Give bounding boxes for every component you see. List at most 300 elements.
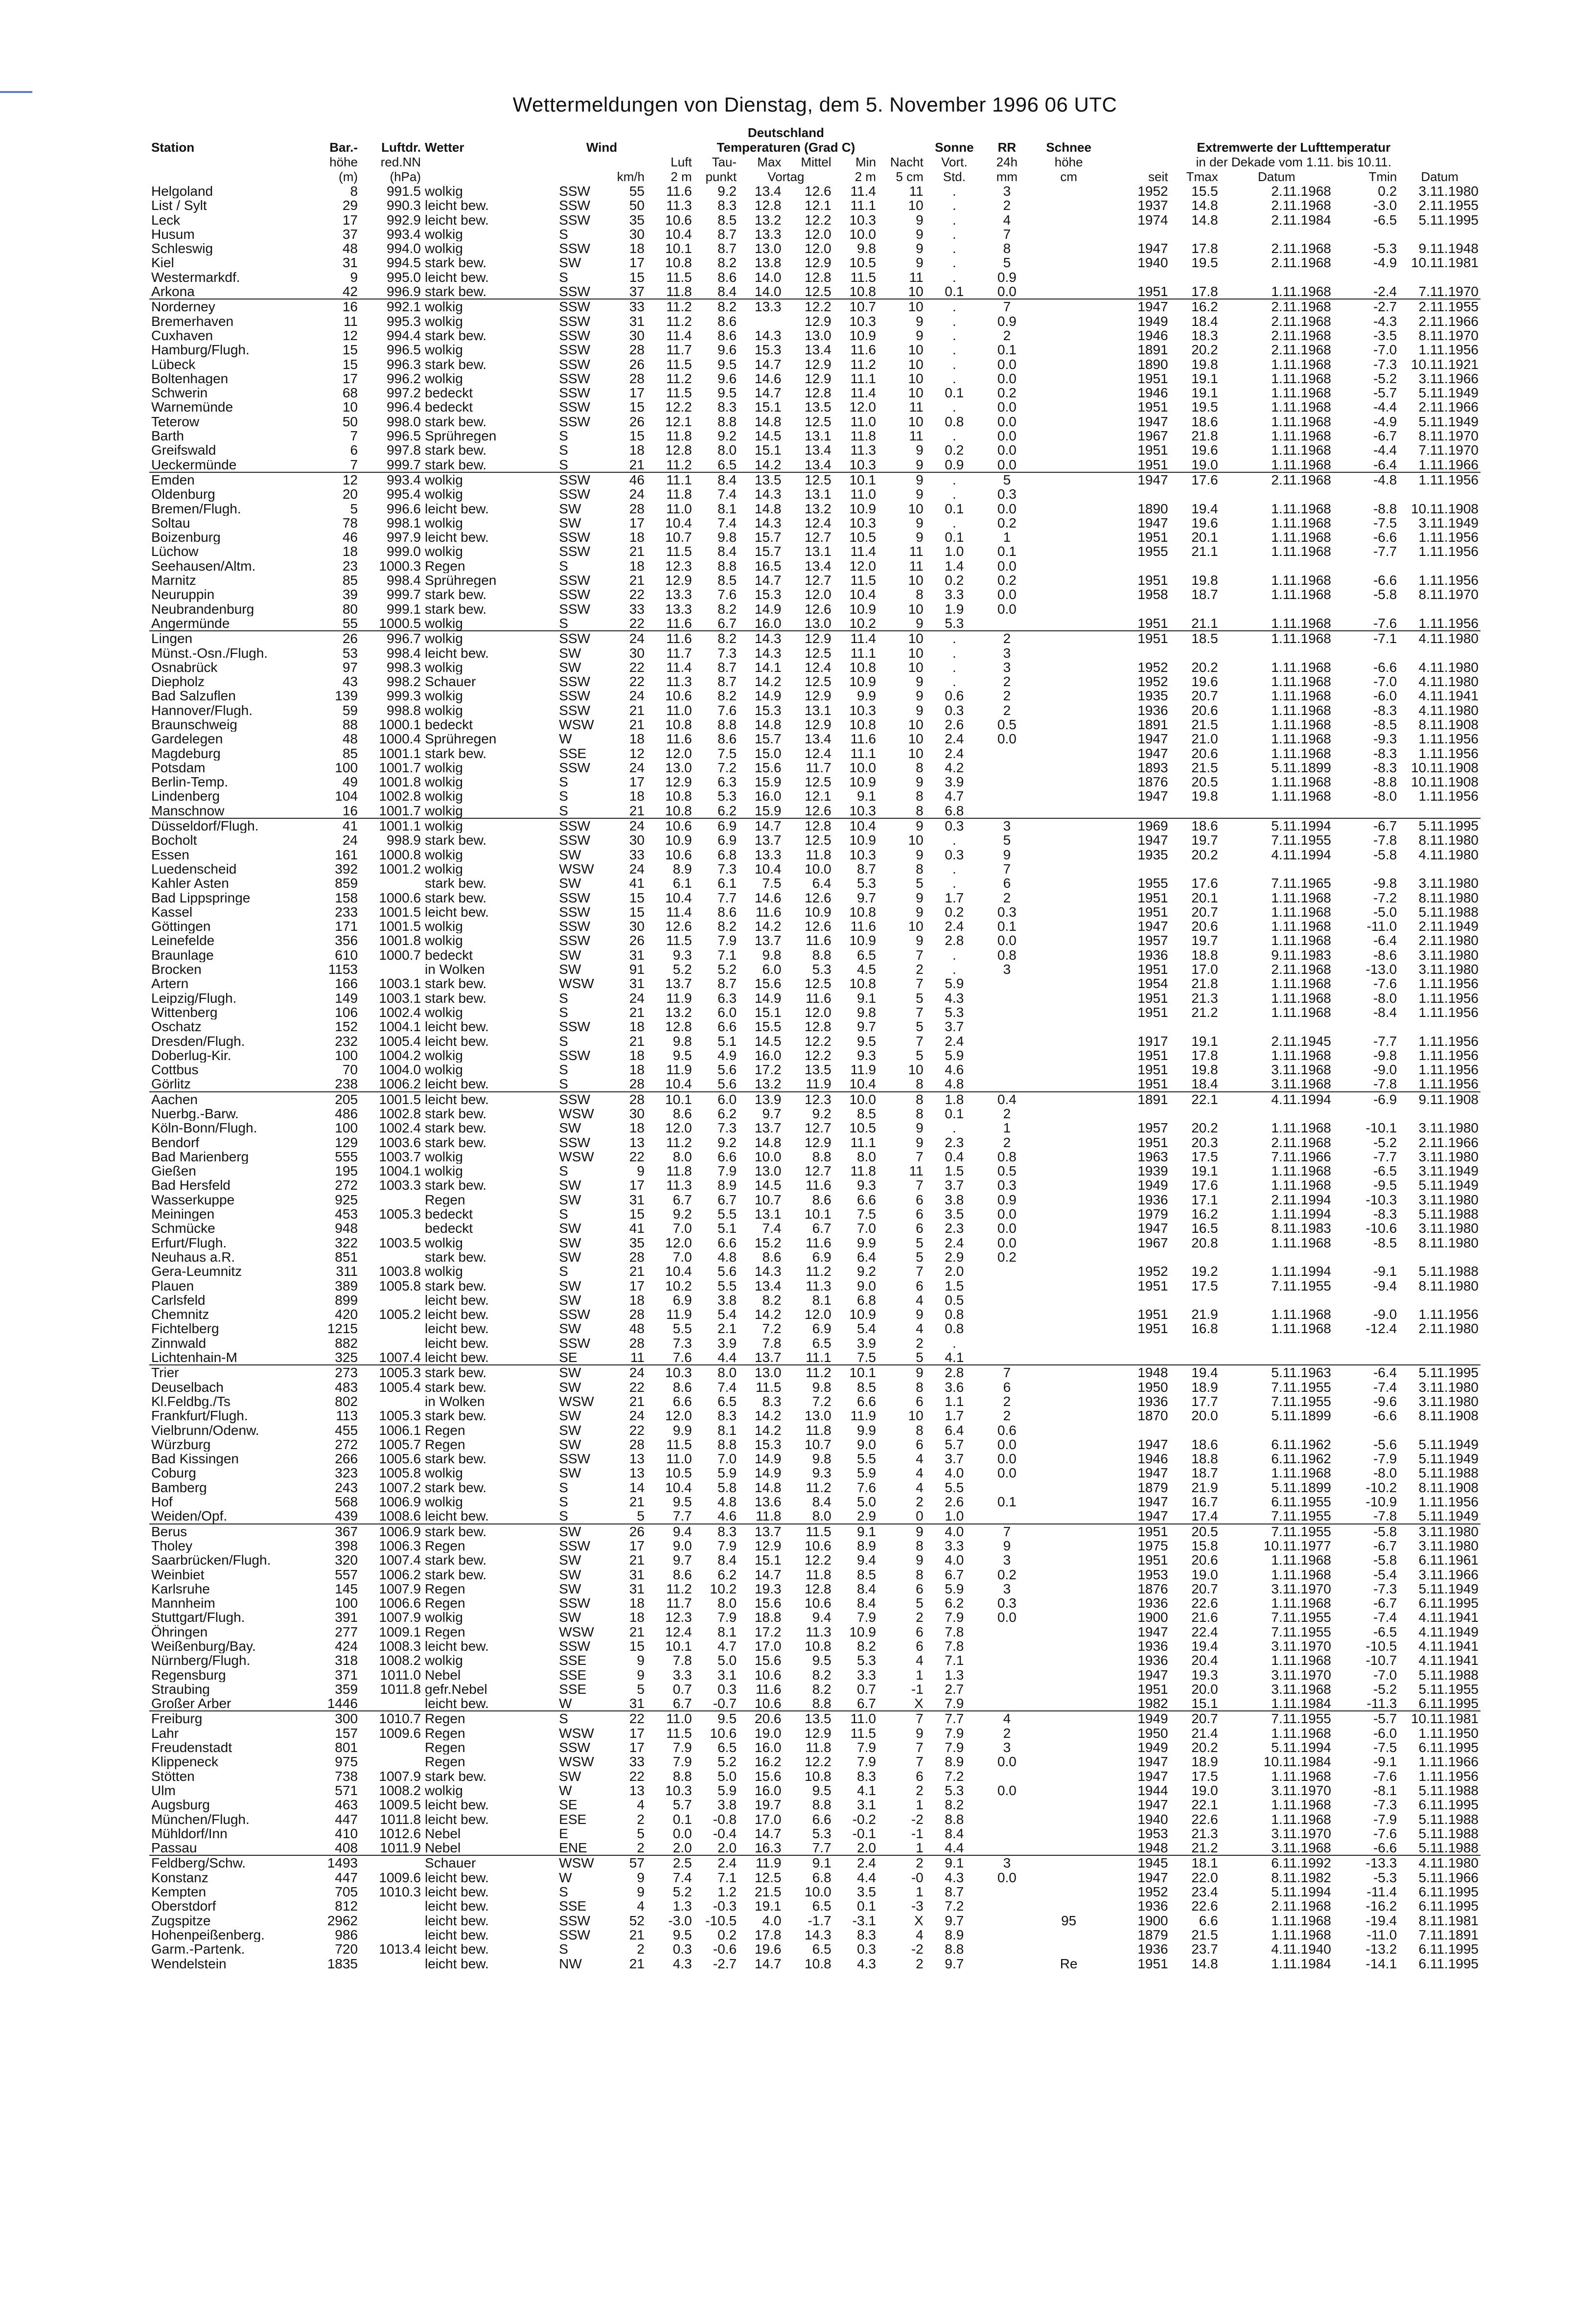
cell-temp-min: 7.5 — [856, 1350, 876, 1365]
cell-temp-luft: 7.8 — [672, 1653, 692, 1668]
cell-temp-nacht: 7 — [916, 1754, 924, 1769]
cell-seit: 1947 — [1137, 1437, 1168, 1452]
cell-tmin — [1333, 646, 1399, 660]
cell-tmax-datum: 4.11.1994 — [1271, 847, 1331, 862]
cell-temp-luft: 10.4 — [665, 890, 692, 905]
cell-sonne: 3.3 — [945, 1538, 964, 1553]
cell-taupunkt: -10.5 — [705, 1913, 737, 1928]
cell-rr: 0.0 — [997, 1466, 1017, 1480]
cell-tmax-datum: 1.11.1968 — [1271, 933, 1331, 948]
cell-schnee — [1031, 530, 1107, 544]
cell-temp-mittel: 10.8 — [805, 1639, 832, 1654]
cell-tmax-datum: 7.11.1955 — [1271, 1624, 1331, 1639]
cell-rr: 9 — [1003, 1538, 1011, 1553]
cell-seit — [1107, 1019, 1170, 1034]
cell-temp-luft: 6.6 — [672, 1394, 692, 1409]
cell-bar-hoehe: 12 — [307, 472, 360, 487]
cell-wetter: gefr.Nebel — [425, 1682, 487, 1697]
cell-temp-nacht: 10 — [908, 1062, 924, 1077]
cell-wind-dir: SW — [559, 515, 581, 531]
cell-schnee — [1031, 1568, 1107, 1582]
cell-seit: 1951 — [1107, 1524, 1170, 1539]
cell-temp-nacht: 4 — [916, 1292, 924, 1308]
cell-sonne: 7.8 — [945, 1624, 964, 1639]
cell-temp-max: 19.7 — [754, 1798, 782, 1812]
cell-luftdruck — [360, 1740, 423, 1754]
cell-seit: 1940 — [1137, 1812, 1168, 1826]
cell-luftdruck: 999.1 — [386, 601, 421, 616]
cell-tmax-datum: 1.11.1968 — [1271, 1798, 1331, 1812]
cell-schnee — [1031, 1798, 1107, 1812]
cell-luftdruck: 999.0 — [386, 544, 421, 559]
cell-temp-luft: 11.4 — [666, 328, 692, 343]
cell-station: Plauen — [151, 1278, 194, 1293]
cell-temp-nacht: 10 — [908, 284, 924, 300]
cell-tmax — [1170, 602, 1220, 616]
cell-temp-min: 12.0 — [849, 558, 876, 574]
header-barhoehe: Bar.- — [329, 140, 358, 155]
cell-tmax-datum — [1220, 227, 1333, 241]
cell-wind-speed: 24 — [610, 631, 647, 646]
cell-wind-speed: 13 — [629, 1452, 645, 1466]
cell-tmin-datum: 3.11.1980 — [1418, 1380, 1479, 1394]
cell-temp-luft: 9.5 — [672, 1927, 692, 1942]
cell-tmax-datum: 5.11.1994 — [1271, 1885, 1331, 1899]
cell-wetter: wolkig — [425, 1062, 463, 1077]
cell-luftdruck: 1003.1 — [379, 976, 421, 991]
cell-tmin: -11.3 — [1366, 1696, 1397, 1711]
cell-rr: 0.8 — [997, 1149, 1017, 1164]
cell-temp-max: 14.6 — [754, 890, 782, 905]
cell-seit: 1951 — [1137, 1005, 1168, 1020]
cell-sonne: 6.7 — [945, 1567, 964, 1582]
cell-seit: 1947 — [1107, 299, 1170, 314]
cell-wind-speed: 24 — [629, 487, 645, 502]
cell-schnee — [1031, 1135, 1107, 1150]
cell-sonne: 2.4 — [945, 732, 964, 746]
cell-tmax: 19.2 — [1191, 1264, 1218, 1279]
table-row — [149, 1682, 1480, 1696]
cell-tmin: -13.2 — [1365, 1942, 1397, 1957]
cell-bar-hoehe: 447 — [335, 1870, 358, 1885]
cell-tmin-datum — [1399, 1250, 1480, 1264]
cell-rr: 6 — [1003, 1380, 1011, 1394]
cell-station: Saarbrücken/Flugh. — [151, 1553, 271, 1568]
table-row — [149, 443, 1480, 457]
cell-tmin-datum: 5.11.1988 — [1418, 1812, 1479, 1826]
cell-taupunkt: -0.4 — [713, 1826, 737, 1841]
cell-tmin-datum: 4.11.1949 — [1418, 1624, 1479, 1639]
cell-schnee — [1031, 1639, 1107, 1653]
cell-temp-mittel: 12.9 — [805, 314, 832, 328]
cell-schnee — [1031, 198, 1107, 212]
cell-temp-nacht: 9 — [916, 457, 924, 472]
cell-temp-nacht: 9 — [916, 1307, 924, 1322]
cell-temp-mittel: 13.4 — [805, 343, 832, 357]
cell-temp-min: 10.9 — [849, 501, 876, 516]
cell-tmax-datum: 1.11.1984 — [1271, 1696, 1331, 1711]
cell-tmin: -10.3 — [1365, 1192, 1397, 1207]
cell-seit — [1107, 862, 1170, 876]
cell-tmax-datum: 1.11.1968 — [1271, 1048, 1331, 1063]
cell-tmax-datum: 1.11.1968 — [1271, 674, 1331, 689]
cell-station: Straubing — [151, 1682, 210, 1697]
cell-tmax — [1170, 487, 1220, 501]
table-row — [149, 991, 1480, 1005]
table-row — [149, 1034, 1480, 1048]
cell-temp-mittel: 9.5 — [812, 1653, 832, 1668]
cell-taupunkt: 9.6 — [717, 343, 737, 357]
cell-wetter: leicht bew. — [425, 530, 489, 545]
cell-wetter: wolkig — [425, 241, 463, 256]
cell-sonne: 1.9 — [945, 601, 964, 616]
cell-seit: 1951 — [1137, 890, 1168, 905]
cell-wind-speed: 22 — [629, 1380, 645, 1394]
cell-wind-dir: SSW — [559, 241, 590, 256]
cell-temp-mittel: 11.8 — [806, 1740, 832, 1755]
cell-rr — [983, 746, 1031, 761]
cell-sonne: . — [952, 876, 956, 891]
cell-sonne: 0.3 — [925, 818, 983, 833]
cell-schnee — [1031, 502, 1107, 516]
cell-sonne: . — [952, 674, 956, 689]
cell-taupunkt: 8.8 — [717, 558, 737, 574]
cell-temp-max: 13.4 — [754, 1278, 782, 1293]
cell-rr — [983, 1957, 1031, 1971]
page-edge-mark — [0, 91, 32, 93]
cell-rr — [983, 1826, 1031, 1841]
cell-station: Osnabrück — [151, 660, 218, 675]
cell-station: Frankfurt/Flugh. — [151, 1408, 248, 1423]
cell-temp-max: 13.2 — [754, 212, 782, 227]
table-row — [149, 314, 1480, 328]
cell-rr — [983, 1928, 1031, 1942]
cell-temp-nacht: 9 — [916, 487, 924, 502]
cell-sonne: 1.4 — [945, 558, 964, 574]
cell-luftdruck: 991.5 — [386, 184, 421, 199]
cell-taupunkt: 3.1 — [717, 1667, 737, 1682]
cell-sonne: . — [952, 371, 956, 386]
cell-bar-hoehe: 48 — [342, 732, 358, 746]
cell-temp-min: 10.9 — [849, 775, 876, 789]
cell-station: Arkona — [151, 284, 195, 300]
cell-luftdruck: 1001.8 — [379, 775, 421, 789]
cell-seit: 1951 — [1137, 530, 1168, 545]
cell-rr: 3 — [983, 818, 1031, 833]
cell-wind-speed: 17 — [629, 1726, 645, 1741]
cell-temp-max: 13.7 — [754, 933, 782, 948]
cell-tmax: 19.4 — [1191, 501, 1218, 516]
cell-sonne: 5.9 — [945, 1048, 964, 1063]
cell-station: Mannheim — [151, 1596, 215, 1611]
cell-wind-dir: SSW — [559, 328, 590, 343]
cell-taupunkt: -0.6 — [713, 1942, 737, 1957]
table-row — [149, 241, 1480, 255]
cell-bar-hoehe: 359 — [335, 1682, 358, 1697]
cell-luftdruck: 996.7 — [360, 631, 423, 646]
cell-tmax: 18.3 — [1191, 328, 1218, 343]
cell-station: Kempten — [151, 1885, 207, 1899]
cell-temp-luft: 5.2 — [672, 962, 692, 977]
cell-temp-min: 7.9 — [856, 1610, 876, 1625]
cell-tmax-datum: 1.11.1968 — [1271, 890, 1331, 905]
cell-rr: 0.0 — [997, 1235, 1017, 1250]
cell-tmax-datum: 1.11.1968 — [1271, 1927, 1331, 1942]
cell-wetter: Regen — [425, 1726, 465, 1741]
cell-schnee — [1031, 255, 1107, 270]
cell-station: Cuxhaven — [151, 328, 213, 343]
cell-tmin: -7.6 — [1373, 1826, 1397, 1841]
table-row — [149, 255, 1480, 270]
cell-wetter: stark bew. — [425, 255, 487, 270]
cell-temp-nacht: 5 — [916, 1350, 924, 1365]
cell-temp-nacht: 8 — [916, 861, 924, 877]
cell-bar-hoehe: 975 — [335, 1754, 358, 1769]
cell-wind-speed: 21 — [629, 544, 645, 559]
cell-temp-max: 10.4 — [754, 861, 782, 877]
cell-taupunkt: 5.2 — [717, 1754, 737, 1769]
cell-temp-nacht: 2 — [878, 1855, 925, 1870]
cell-sonne: 7.9 — [945, 1696, 964, 1711]
cell-taupunkt: 7.4 — [717, 487, 737, 502]
cell-tmax: 17.5 — [1191, 1769, 1218, 1783]
cell-temp-min: 6.7 — [856, 1696, 876, 1711]
cell-tmax-datum: 1.11.1968 — [1271, 414, 1331, 429]
cell-bar-hoehe: 37 — [342, 227, 358, 242]
cell-station: Regensburg — [151, 1667, 226, 1682]
cell-tmin-datum: 4.11.1980 — [1418, 674, 1479, 689]
cell-temp-luft: 11.4 — [666, 660, 692, 675]
cell-sonne: . — [952, 646, 956, 660]
header-tmax: Tmax — [1186, 169, 1218, 184]
cell-taupunkt: 7.7 — [717, 890, 737, 905]
cell-seit — [1107, 487, 1170, 501]
cell-wetter: bedeckt — [425, 717, 473, 732]
cell-temp-max: 14.9 — [754, 601, 782, 616]
cell-wind-speed: 21 — [629, 1394, 645, 1409]
cell-wind-speed: 31 — [629, 976, 645, 991]
cell-tmax: 18.9 — [1191, 1754, 1218, 1769]
cell-schnee — [1031, 818, 1107, 833]
cell-wind-speed: 21 — [629, 1624, 645, 1639]
cell-seit: 1947 — [1137, 241, 1168, 256]
cell-rr: 0.0 — [997, 501, 1017, 516]
cell-tmin-datum: 10.11.1908 — [1411, 775, 1479, 789]
cell-sonne: . — [952, 357, 956, 371]
cell-temp-min: 12.0 — [849, 400, 876, 415]
table-row — [149, 1279, 1480, 1293]
cell-tmax-datum: 1.11.1968 — [1271, 689, 1331, 703]
cell-luftdruck: 1003.7 — [379, 1149, 421, 1164]
cell-wetter: wolkig — [425, 343, 463, 357]
cell-wind-speed: 18 — [629, 1048, 645, 1063]
cell-wind-speed: 46 — [610, 472, 647, 487]
cell-luftdruck: 996.3 — [386, 357, 421, 371]
cell-schnee — [1031, 314, 1107, 328]
table-row — [149, 775, 1480, 789]
cell-schnee — [1031, 891, 1107, 905]
cell-wind-speed: 21 — [629, 1264, 645, 1279]
cell-tmin: -4.9 — [1373, 255, 1397, 270]
cell-rr: 0.0 — [997, 933, 1017, 948]
cell-wind-speed: 30 — [629, 328, 645, 343]
cell-bar-hoehe: 53 — [342, 646, 358, 660]
cell-rr — [983, 1841, 1031, 1855]
cell-wind-speed: 57 — [610, 1855, 647, 1870]
cell-sonne: 8.8 — [945, 1812, 964, 1826]
cell-station: Westermarkdf. — [151, 270, 240, 285]
cell-tmin: -6.6 — [1373, 530, 1397, 545]
cell-tmax-datum: 3.11.1970 — [1271, 1783, 1331, 1798]
cell-sonne: 2.3 — [945, 1135, 964, 1150]
cell-tmin-datum: 4.11.1980 — [1399, 1855, 1480, 1870]
cell-temp-luft: 2.0 — [672, 1841, 692, 1856]
cell-tmin: -8.0 — [1373, 1466, 1397, 1480]
cell-wind-speed: 21 — [629, 457, 645, 472]
cell-temp-min: 11.5 — [850, 1726, 876, 1741]
cell-tmax-datum — [1220, 862, 1333, 876]
cell-sonne: 2.4 — [945, 919, 964, 934]
cell-bar-hoehe: 50 — [342, 414, 358, 429]
cell-tmax-datum: 1.11.1968 — [1271, 1596, 1331, 1611]
cell-luftdruck: 1003.8 — [379, 1264, 421, 1279]
cell-temp-min: 10.9 — [849, 328, 876, 343]
table-row — [149, 1048, 1480, 1062]
cell-station: Warnemünde — [151, 400, 233, 415]
cell-tmax — [1170, 804, 1220, 818]
table-row — [149, 1236, 1480, 1250]
cell-station: Bad Kissingen — [151, 1452, 239, 1466]
cell-seit: 1893 — [1137, 760, 1168, 775]
cell-luftdruck: 1004.0 — [379, 1062, 421, 1077]
cell-tmin: -8.3 — [1373, 703, 1397, 717]
cell-temp-max: 14.7 — [754, 1826, 782, 1841]
cell-schnee — [1031, 559, 1107, 573]
cell-temp-luft: 10.4 — [665, 1480, 692, 1495]
cell-luftdruck: 1001.1 — [379, 746, 421, 761]
cell-station: Oldenburg — [151, 487, 215, 502]
cell-wetter: stark bew. — [425, 328, 487, 343]
cell-wind-dir: SSW — [557, 299, 610, 314]
cell-station: Zugspitze — [151, 1913, 211, 1928]
cell-wind-speed: 18 — [629, 1121, 645, 1135]
cell-schnee — [1031, 213, 1107, 227]
cell-wetter: bedeckt — [425, 1221, 473, 1236]
cell-station: Barth — [151, 429, 184, 443]
cell-rr: 0.1 — [997, 1495, 1017, 1509]
cell-sonne: 1.3 — [945, 1667, 964, 1682]
cell-temp-min: 9.8 — [856, 1005, 876, 1020]
cell-rr: 1 — [1003, 530, 1011, 545]
cell-temp-min: 9.0 — [856, 1278, 876, 1293]
cell-temp-luft: 7.3 — [672, 1336, 692, 1351]
cell-temp-max: 13.7 — [739, 1524, 783, 1539]
cell-schnee — [1031, 443, 1107, 457]
cell-taupunkt: 8.2 — [717, 255, 737, 270]
cell-wetter: Nebel — [425, 1841, 461, 1856]
cell-schnee — [1031, 1178, 1107, 1192]
cell-bar-hoehe: 195 — [335, 1164, 358, 1178]
cell-taupunkt: 8.6 — [717, 732, 737, 746]
cell-taupunkt: 5.5 — [717, 1278, 737, 1293]
cell-temp-max: 14.8 — [754, 501, 782, 516]
cell-schnee — [1031, 1539, 1107, 1553]
cell-temp-max: 14.2 — [754, 1423, 782, 1437]
cell-tmax-datum — [1220, 1423, 1333, 1437]
cell-sonne: 0.1 — [945, 501, 964, 516]
cell-temp-luft: 11.2 — [666, 1581, 692, 1596]
cell-tmax: 16.5 — [1191, 1221, 1218, 1236]
cell-wind-speed: 18 — [629, 558, 645, 574]
cell-tmin: -6.7 — [1333, 818, 1399, 833]
cell-wind-dir: SSW — [559, 1135, 590, 1150]
cell-seit: 1951 — [1137, 962, 1168, 977]
cell-temp-luft: 10.2 — [665, 1278, 692, 1293]
cell-temp-mittel: 12.5 — [805, 646, 832, 660]
cell-wind-dir: SSW — [559, 284, 590, 300]
cell-schnee — [1031, 1596, 1107, 1610]
cell-wind-dir: SW — [557, 1365, 610, 1380]
cell-tmax-datum: 1.11.1968 — [1271, 443, 1331, 458]
cell-temp-luft: 0.1 — [672, 1812, 692, 1826]
header-rednn: red.NN — [380, 155, 421, 169]
cell-luftdruck: 992.9 — [386, 212, 421, 227]
cell-temp-mittel: 11.3 — [806, 1278, 832, 1293]
cell-luftdruck: 1007.2 — [379, 1480, 421, 1495]
table-row — [149, 1380, 1480, 1394]
cell-temp-min: 5.3 — [856, 1653, 876, 1668]
cell-tmin: -6.9 — [1333, 1092, 1399, 1107]
cell-bar-hoehe: 859 — [335, 876, 358, 891]
cell-tmin-datum: 2.11.1949 — [1418, 919, 1479, 934]
cell-temp-luft: 10.4 — [665, 227, 692, 242]
cell-schnee — [1031, 1553, 1107, 1567]
cell-wetter: Regen — [425, 1740, 465, 1755]
cell-temp-mittel: 12.5 — [805, 414, 832, 429]
cell-temp-mittel: 10.6 — [805, 1538, 832, 1553]
cell-temp-min: 11.1 — [850, 371, 876, 386]
cell-wind-speed: 31 — [629, 1581, 645, 1596]
table-row — [149, 1293, 1480, 1307]
cell-schnee — [1031, 1726, 1107, 1740]
cell-tmax-datum: 1.11.1968 — [1271, 1567, 1331, 1582]
header-std: Std. — [943, 169, 966, 184]
cell-sonne: 1.7 — [945, 1408, 964, 1423]
cell-wetter: stark bew. — [423, 1524, 557, 1539]
cell-luftdruck: 996.4 — [386, 400, 421, 415]
cell-taupunkt: 2.4 — [694, 1855, 739, 1870]
cell-luftdruck: 1006.6 — [379, 1596, 421, 1611]
cell-sonne: 9.7 — [945, 1956, 964, 1971]
header-datum-max: Datum — [1258, 169, 1295, 184]
cell-luftdruck: 1002.8 — [379, 1107, 421, 1121]
cell-temp-max: 15.2 — [754, 1235, 782, 1250]
cell-tmax-datum: 2.11.1968 — [1271, 198, 1331, 213]
cell-temp-luft: 11.7 — [666, 343, 692, 357]
cell-seit: 1952 — [1137, 674, 1168, 689]
cell-seit: 1936 — [1137, 1394, 1168, 1409]
cell-tmax: 22.6 — [1191, 1812, 1218, 1826]
cell-tmin-datum: 1.11.1956 — [1418, 1005, 1479, 1020]
cell-bar-hoehe: 113 — [336, 1408, 358, 1423]
cell-temp-luft: 11.9 — [666, 1062, 692, 1077]
cell-temp-mittel: 12.0 — [805, 587, 832, 602]
cell-taupunkt: 9.2 — [717, 1135, 737, 1150]
table-row — [149, 919, 1480, 933]
cell-temp-mittel: 8.8 — [812, 947, 832, 963]
cell-wetter: wolkig — [425, 775, 463, 789]
cell-temp-nacht: 7 — [916, 976, 924, 991]
